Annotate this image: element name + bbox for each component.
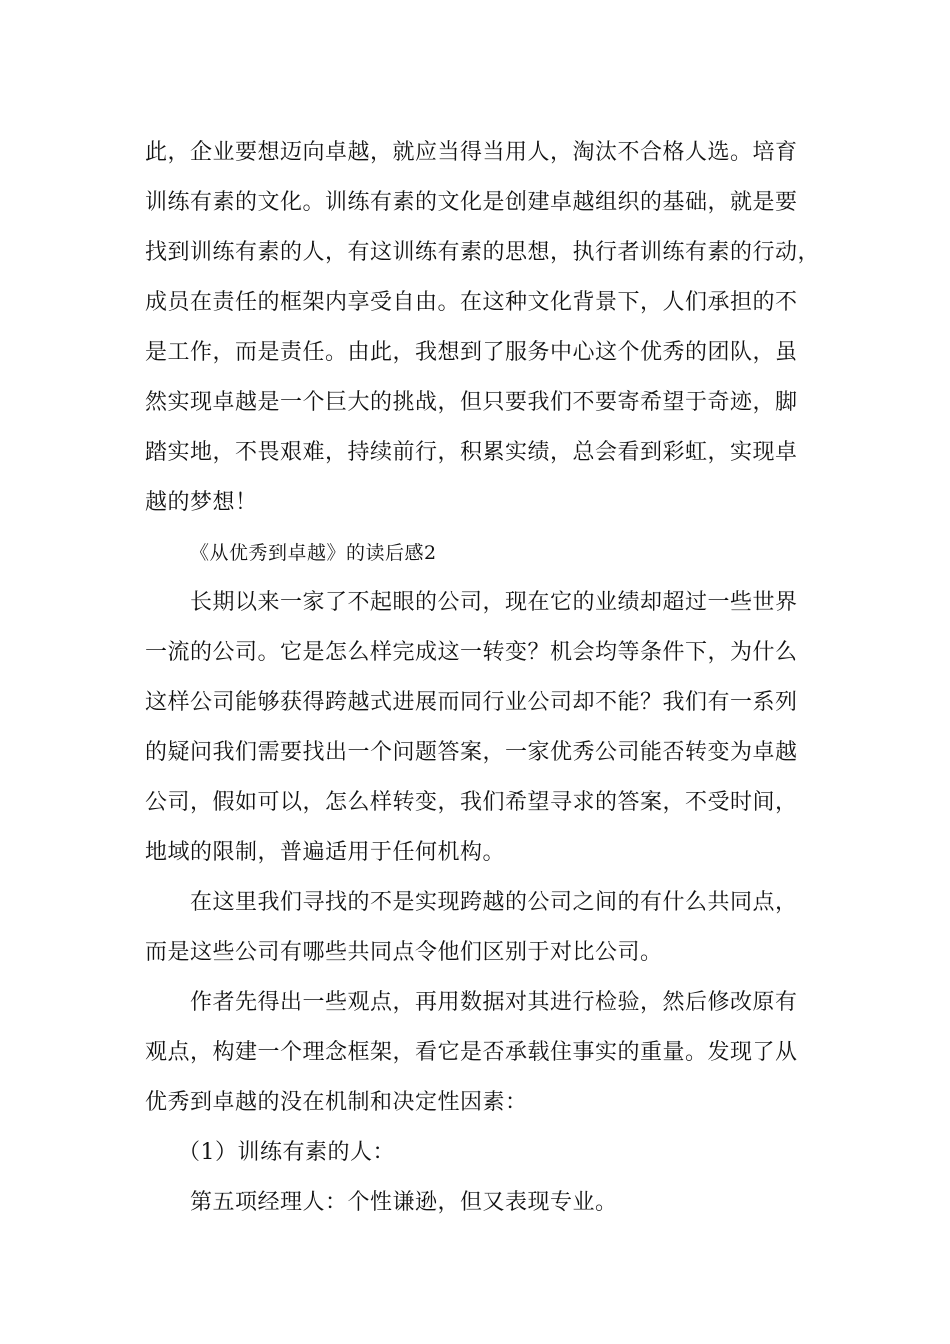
paragraph3-line: 在这里我们寻找的不是实现跨越的公司之间的有什么共同点， (190, 890, 798, 915)
paragraph1-line: 成员在责任的框架内享受自由。在这种文化背景下，人们承担的不 (145, 290, 798, 315)
paragraph3-line: 而是这些公司有哪些共同点令他们区别于对比公司。 (145, 940, 663, 965)
paragraph2-line: 地域的限制，普遍适用于任何机构。 (145, 840, 506, 865)
paragraph4-line: 观点，构建一个理念框架，看它是否承载住事实的重量。发现了从 (145, 1040, 798, 1065)
paragraph2-line: 长期以来一家了不起眼的公司，现在它的业绩却超过一些世界 (190, 590, 798, 615)
paragraph2-line: 的疑问我们需要找出一个问题答案，一家优秀公司能否转变为卓越 (145, 740, 798, 765)
paragraph1-line: 训练有素的文化。训练有素的文化是创建卓越组织的基础，就是要 (145, 190, 798, 215)
paragraph5-line: 第五项经理人：个性谦逊，但又表现专业。 (190, 1190, 618, 1215)
paragraph1-line: 越的梦想！ (145, 490, 258, 515)
paragraph4-line: 优秀到卓越的没在机制和决定性因素： (145, 1090, 528, 1115)
paragraph1-line: 然实现卓越是一个巨大的挑战，但只要我们不要寄希望于奇迹，脚 (145, 390, 798, 415)
paragraph4-line: 作者先得出一些观点，再用数据对其进行检验，然后修改原有 (190, 990, 798, 1015)
section-title: 《从优秀到卓越》的读后感2 (190, 542, 437, 564)
paragraph1-line: 此，企业要想迈向卓越，就应当得当用人，淘汰不合格人选。培育 (145, 140, 798, 165)
paragraph2-line: 一流的公司。它是怎么样完成这一转变？机会均等条件下，为什么 (145, 640, 798, 665)
paragraph1-line: 找到训练有素的人，有这训练有素的思想，执行者训练有素的行动， (145, 240, 821, 265)
paragraph2-line: 公司，假如可以，怎么样转变，我们希望寻求的答案，不受时间， (145, 790, 798, 815)
paragraph1-line: 踏实地，不畏艰难，持续前行，积累实绩，总会看到彩虹，实现卓 (145, 440, 798, 465)
paragraph2-line: 这样公司能够获得跨越式进展而同行业公司却不能？我们有一系列 (145, 690, 798, 715)
paragraph1-line: 是工作，而是责任。由此，我想到了服务中心这个优秀的团队，虽 (145, 340, 798, 365)
list-item: （1）训练有素的人： (178, 1140, 395, 1165)
